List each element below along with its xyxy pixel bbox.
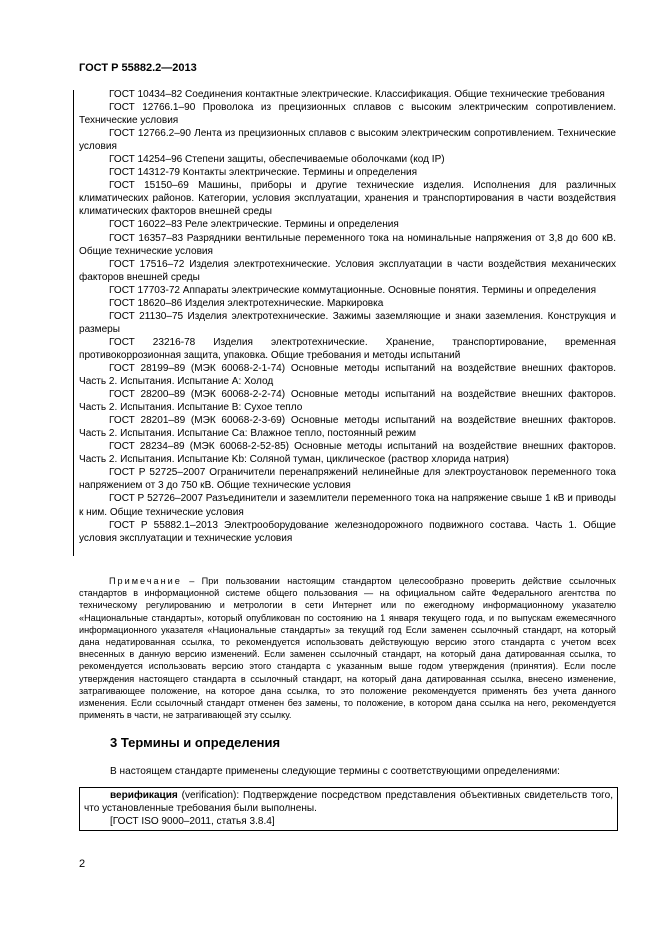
reference-item: ГОСТ 21130–75 Изделия электротехнические. Зажимы заземляющие и знаки заземления. Конструкция и размеры: [79, 310, 616, 335]
reference-item: ГОСТ Р 52726–2007 Разъединители и заземлители переменного тока на напряжение свыше 1 кВ и приводы к ним. Общие технические условия: [79, 493, 616, 518]
reference-item: ГОСТ 16022–83 Реле электрические. Термины и определения: [109, 219, 399, 231]
reference-item: ГОСТ 16357–83 Разрядники вентильные переменного тока на номинальные напряжения от 3,8 до 600 кВ. Общие технические условия: [79, 232, 616, 257]
reference-item: ГОСТ 23216-78 Изделия электротехнические. Хранение, транспортирование, временная противокоррозионная защита, упаковка. Общие требования и методы испытаний: [79, 336, 616, 361]
term-definition-box: [79, 787, 618, 831]
section-title: 3 Термины и определения: [110, 735, 281, 750]
reference-item: ГОСТ 28200–89 (МЭК 60068-2-2-74) Основные методы испытаний на воздействие внешних факторов. Часть 2. Испытания. Испытание В: Сухое тепло: [79, 389, 616, 414]
reference-item: ГОСТ Р 55882.1–2013 Электрооборудование железнодорожного подвижного состава. Часть 1. Общие условия эксплуатации и технические условия: [79, 519, 616, 544]
reference-item: ГОСТ 28201–89 (МЭК 60068-2-3-69) Основные методы испытаний на воздействие внешних факторов. Часть 2. Испытания. Испытание Са: Влажное тепло, постоянный режим: [79, 415, 616, 440]
page-number: 2: [79, 858, 86, 870]
normative-references: [79, 88, 616, 545]
section-intro: В настоящем стандарте применены следующие термины с соответствующими определениями:: [110, 766, 560, 777]
reference-item: ГОСТ 15150–69 Машины, приборы и другие технические изделия. Исполнения для различных климатических районов. Категории, условия эксплуатации, хранения и транспортирования в части воздействия климатических факторов внешней среды: [79, 180, 616, 218]
reference-item: ГОСТ 28234–89 (МЭК 60068-2-52-85) Основные методы испытаний на воздействие внешних факторов. Часть 2. Испытания. Испытание Kb: Соляной туман, циклическое (раствор хлорида натрия): [79, 441, 616, 466]
note-block: [79, 575, 616, 721]
reference-item: ГОСТ Р 52725–2007 Ограничители перенапряжений нелинейные для электроустановок переменного тока напряжением от 3 до 750 кВ. Общие технические условия: [79, 467, 616, 492]
document-header: ГОСТ Р 55882.2—2013: [79, 62, 197, 74]
term-source: [ГОСТ ISO 9000–2011, статья 3.8.4]: [110, 816, 275, 827]
reference-item: ГОСТ 14254–96 Степени защиты, обеспечиваемые оболочками (код IP): [109, 154, 445, 166]
note-label: Примечание: [109, 576, 182, 586]
term-word: верификация: [110, 790, 178, 801]
reference-item: ГОСТ 17516–72 Изделия электротехнические. Условия эксплуатации в части воздействия механических факторов внешней среды: [79, 258, 616, 283]
reference-item: ГОСТ 14312-79 Контакты электрические. Термины и определения: [109, 167, 418, 179]
reference-item: ГОСТ 12766.2–90 Лента из прецизионных сплавов с высоким электрическим сопротивлением. Технические условия: [79, 128, 616, 153]
note-paragraph: [79, 575, 616, 721]
reference-item: ГОСТ 28199–89 (МЭК 60068-2-1-74) Основные методы испытаний на воздействие внешних факторов. Часть 2. Испытания. Испытание А: Холод: [79, 362, 616, 388]
reference-item: ГОСТ 12766.1–90 Проволока из прецизионных сплавов с высоким электрическим сопротивлением. Технические условия: [79, 102, 616, 127]
term-definition: (verification): Подтверждение посредством представления объективных свидетельств того, что установленные требования были выполнены.: [84, 790, 613, 814]
term-entry: [84, 789, 613, 815]
reference-item: ГОСТ 18620–86 Изделия электротехнические. Маркировка: [109, 297, 384, 309]
reference-item: ГОСТ 10434–82 Соединения контактные электрические. Классификация. Общие технические требования: [109, 89, 605, 100]
reference-item: ГОСТ 17703-72 Аппараты электрические коммутационные. Основные понятия. Термины и определения: [109, 284, 597, 296]
note-text: – При пользовании настоящим стандартом целесообразно проверить действие ссылочных стандартов в информационной системе общего пользования — на официальном сайте Федерального агентства по техническому регулированию и метрологии в сети Интернет или по ежегодному информационному указателю «Национальные стандарты», который опубликован по состоянию на 1 января текущего года, и по выпускам ежемесячного информационного указателя «Национальные стандарты» за текущий год Если заменен ссылочный стандарт, на который дана недатированная ссылка, то рекомендуется использовать действующую версию этого стандарта с учетом всех внесенных в данную версию изменений. Если заменен ссылочный стандарт, на который дана датированная ссылка, то рекомендуется использовать версию этого стандарта с указанным выше годом утверждения (принятия). Если после утверждения настоящего стандарта в ссылочный стандарт, на который дана датированная ссылка, внесено изменение, затрагивающее положение, на которое дана ссылка, то это положение рекомендуется применять без учета данного изменения. Если ссылочный стандарт отменен без замены, то положение, в котором дана ссылка на него, рекомендуется применять в части, не затрагивающей эту ссылку.: [79, 576, 616, 721]
change-bar: [73, 90, 74, 556]
